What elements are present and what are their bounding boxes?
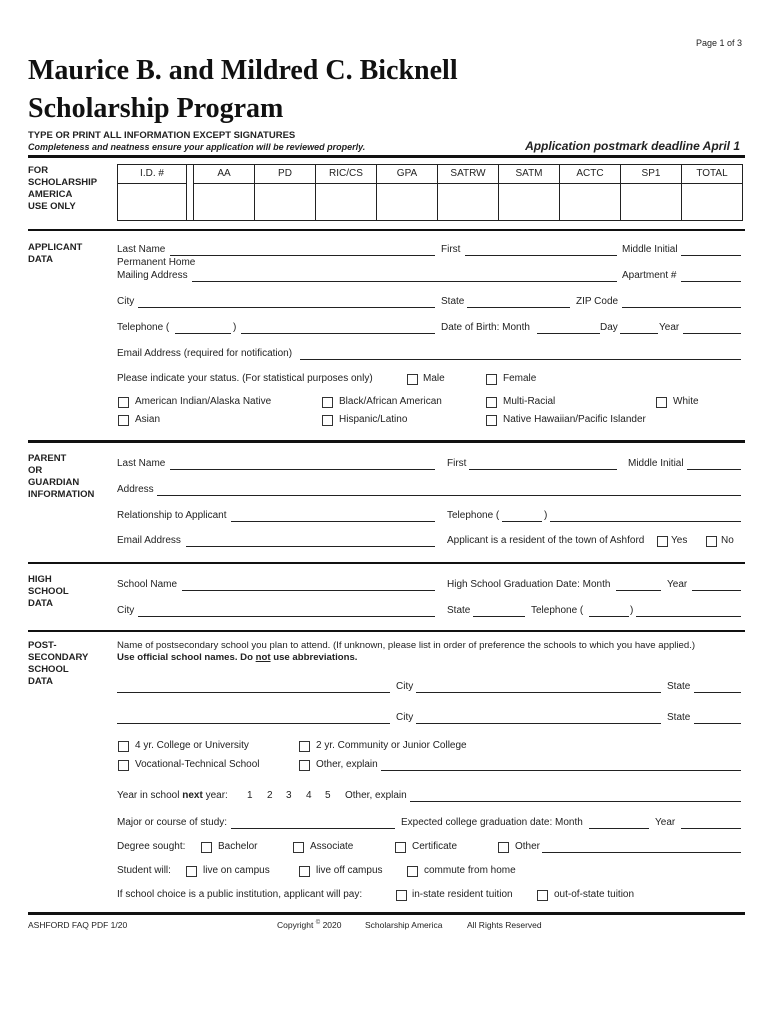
school-name-field[interactable] <box>182 590 435 591</box>
hispanic-checkbox[interactable] <box>322 415 333 426</box>
divider <box>28 229 745 231</box>
note-text: use abbreviations. <box>270 652 358 663</box>
two-year-label: 2 yr. Community or Junior College <box>316 740 467 751</box>
office-col-id <box>118 165 186 220</box>
parent-last-name-label: Last Name <box>117 458 166 469</box>
male-checkbox[interactable] <box>407 374 418 385</box>
office-cell[interactable] <box>194 184 254 220</box>
commute-label: commute from home <box>424 865 516 876</box>
section-label-line: SCHOOL <box>28 664 69 675</box>
postsecondary-section-label <box>28 640 88 688</box>
parent-email-label: Email Address <box>117 535 181 546</box>
school-2-state-label: State <box>667 712 691 723</box>
telephone-area-code-field[interactable] <box>175 333 231 334</box>
office-cell[interactable] <box>621 184 681 220</box>
postsecondary-prompt: Name of postsecondary school you plan to attend. (If unknown, please list in order of preference the schools to which you have applied.) <box>117 640 696 651</box>
live-off-campus-checkbox[interactable] <box>299 866 310 877</box>
office-use-label <box>28 165 97 213</box>
title-line-2: Scholarship Program <box>28 93 284 124</box>
asian-label: Asian <box>135 414 161 425</box>
office-cell[interactable] <box>118 184 186 220</box>
school-1-city-field[interactable] <box>416 692 661 693</box>
female-checkbox[interactable] <box>486 374 497 385</box>
hispanic-label: Hispanic/Latino <box>339 414 408 425</box>
middle-initial-field[interactable] <box>681 255 741 256</box>
highschool-section-label <box>28 574 69 610</box>
telephone-field[interactable] <box>241 333 435 334</box>
relationship-field[interactable] <box>231 521 435 522</box>
white-label: White <box>673 396 699 407</box>
dob-day-label: Day <box>600 322 618 333</box>
office-cell[interactable] <box>316 184 376 220</box>
copyright-word: Copyright <box>277 920 314 930</box>
school-2-city-label: City <box>396 712 414 723</box>
expected-grad-month-label: Expected college graduation date: Month <box>401 817 583 828</box>
section-label-line: GUARDIAN <box>28 477 80 488</box>
public-institution-prompt: If school choice is a public institution, applicant will pay: <box>117 889 363 900</box>
school-type-other-label: Other, explain <box>316 759 378 770</box>
student-will-label: Student will: <box>117 865 171 876</box>
email-field[interactable] <box>300 359 741 360</box>
year-option-1[interactable]: 1 <box>247 790 253 801</box>
permanent-home-label: Permanent Home <box>117 257 196 268</box>
email-label: Email Address (required for notification) <box>117 348 293 359</box>
section-label-line: DATA <box>28 598 53 609</box>
mailing-address-label: Mailing Address <box>117 270 188 281</box>
office-col-total <box>681 165 742 220</box>
section-label-line: SCHOOL <box>28 586 69 597</box>
telephone-close-paren: ) <box>233 322 237 333</box>
year-other-label: Other, explain <box>345 790 407 801</box>
office-col-pd <box>254 165 315 220</box>
office-col-sp1 <box>620 165 681 220</box>
office-col-header: I.D. # <box>118 165 186 184</box>
copyright-year: 2020 <box>322 920 342 930</box>
hs-telephone-field[interactable] <box>636 616 741 617</box>
office-col-header: SATRW <box>438 165 498 184</box>
in-state-label: in-state resident tuition <box>412 889 513 900</box>
hs-telephone-area-field[interactable] <box>589 616 629 617</box>
year-other-field[interactable] <box>410 801 741 802</box>
office-cell[interactable] <box>255 184 315 220</box>
associate-label: Associate <box>310 841 354 852</box>
year-option-4[interactable]: 4 <box>306 790 312 801</box>
parent-telephone-area-field[interactable] <box>502 521 542 522</box>
copyright-symbol: © <box>315 920 321 927</box>
hs-grad-month-field[interactable] <box>616 590 661 591</box>
parent-middle-initial-label: Middle Initial <box>628 458 684 469</box>
note-text: Use official school names. Do <box>117 652 256 663</box>
divider <box>28 562 745 564</box>
office-col-header: GPA <box>377 165 437 184</box>
first-name-field[interactable] <box>465 255 617 256</box>
last-name-label: Last Name <box>117 244 166 255</box>
year-option-5[interactable]: 5 <box>325 790 331 801</box>
asian-checkbox[interactable] <box>118 415 129 426</box>
live-on-campus-checkbox[interactable] <box>186 866 197 877</box>
instructions-line-1: TYPE OR PRINT ALL INFORMATION EXCEPT SIGNATURES <box>28 130 296 141</box>
office-col-header: SP1 <box>621 165 681 184</box>
parent-telephone-label: Telephone ( <box>447 510 500 521</box>
office-col-gpa <box>376 165 437 220</box>
page-title <box>28 52 458 128</box>
vocational-label: Vocational-Technical School <box>135 759 260 770</box>
year-label-text: year: <box>202 790 228 801</box>
footer-form-code: ASHFORD FAQ PDF 1/20 <box>28 920 128 930</box>
hs-telephone-close-paren: ) <box>630 605 634 616</box>
bachelor-label: Bachelor <box>218 841 258 852</box>
office-cell[interactable] <box>560 184 620 220</box>
office-use-grid <box>117 164 743 221</box>
resident-question: Applicant is a resident of the town of Ashford <box>447 535 645 546</box>
parent-section-label <box>28 453 94 501</box>
footer-copyright <box>277 920 341 930</box>
section-label-line: PARENT <box>28 453 67 464</box>
degree-other-field[interactable] <box>542 852 741 853</box>
hs-grad-month-label: High School Graduation Date: Month <box>447 579 611 590</box>
hawaiian-checkbox[interactable] <box>486 415 497 426</box>
school-type-other-field[interactable] <box>381 770 741 771</box>
office-col-satrw <box>437 165 498 220</box>
expected-grad-year-label: Year <box>655 817 676 828</box>
year-option-2[interactable]: 2 <box>267 790 273 801</box>
section-label-line: POST- <box>28 640 57 651</box>
female-label: Female <box>503 373 537 384</box>
office-col-aa <box>193 165 254 220</box>
american-indian-label: American Indian/Alaska Native <box>135 396 272 407</box>
office-cell[interactable] <box>438 184 498 220</box>
office-col-satm <box>498 165 559 220</box>
in-state-checkbox[interactable] <box>396 890 407 901</box>
black-checkbox[interactable] <box>322 397 333 408</box>
footer-organization: Scholarship America <box>365 920 443 930</box>
resident-yes-label: Yes <box>671 535 688 546</box>
school-1-state-label: State <box>667 681 691 692</box>
live-off-campus-label: live off campus <box>316 865 383 876</box>
page-number: Page 1 of 3 <box>695 38 742 48</box>
bachelor-checkbox[interactable] <box>201 842 212 853</box>
section-label-line: APPLICANT <box>28 242 83 253</box>
school-2-state-field[interactable] <box>694 723 741 724</box>
school-name-label: School Name <box>117 579 178 590</box>
dob-year-field[interactable] <box>683 333 741 334</box>
apartment-field[interactable] <box>681 281 741 282</box>
hs-city-label: City <box>117 605 135 616</box>
school-1-city-label: City <box>396 681 414 692</box>
expected-grad-year-field[interactable] <box>681 828 741 829</box>
american-indian-checkbox[interactable] <box>118 397 129 408</box>
major-field[interactable] <box>231 828 395 829</box>
applicant-section-label <box>28 242 82 266</box>
office-label-line: SCHOLARSHIP <box>28 177 98 188</box>
degree-sought-label: Degree sought: <box>117 841 186 852</box>
parent-first-field[interactable] <box>469 469 617 470</box>
instructions-line-2: Completeness and neatness ensure your application will be reviewed properly. <box>28 142 366 152</box>
associate-checkbox[interactable] <box>293 842 304 853</box>
postsecondary-official-names-note <box>117 652 357 663</box>
postmark-deadline: Application postmark deadline April 1 <box>525 139 740 153</box>
school-1-state-field[interactable] <box>694 692 741 693</box>
year-in-school-label <box>117 790 228 801</box>
state-label: State <box>441 296 465 307</box>
live-on-campus-label: live on campus <box>203 865 270 876</box>
office-label-line: USE ONLY <box>28 201 76 212</box>
vocational-checkbox[interactable] <box>118 760 129 771</box>
hawaiian-label: Native Hawaiian/Pacific Islander <box>503 414 646 425</box>
year-option-3[interactable]: 3 <box>286 790 292 801</box>
office-cell[interactable] <box>499 184 559 220</box>
school-2-city-field[interactable] <box>416 723 661 724</box>
degree-other-label: Other <box>515 841 541 852</box>
telephone-label: Telephone ( <box>117 322 170 333</box>
middle-initial-label: Middle Initial <box>622 244 678 255</box>
hs-state-field[interactable] <box>473 616 525 617</box>
resident-no-label: No <box>721 535 734 546</box>
divider <box>28 630 745 632</box>
school-choice-2-field[interactable] <box>117 723 390 724</box>
office-col-header: ACTC <box>560 165 620 184</box>
status-prompt: Please indicate your status. (For statistical purposes only) <box>117 373 373 384</box>
office-col-header: RIC/CS <box>316 165 376 184</box>
zip-label: ZIP Code <box>576 296 619 307</box>
parent-address-field[interactable] <box>157 495 741 496</box>
section-label-line: SECONDARY <box>28 652 89 663</box>
city-field[interactable] <box>138 307 435 308</box>
four-year-checkbox[interactable] <box>118 741 129 752</box>
degree-other-checkbox[interactable] <box>498 842 509 853</box>
office-col-riccs <box>315 165 376 220</box>
office-col-header: AA <box>194 165 254 184</box>
year-label-next: next <box>182 790 203 801</box>
office-col-header: SATM <box>499 165 559 184</box>
parent-last-name-field[interactable] <box>170 469 435 470</box>
first-name-label: First <box>441 244 461 255</box>
dob-year-label: Year <box>659 322 680 333</box>
major-label: Major or course of study: <box>117 817 228 828</box>
parent-address-label: Address <box>117 484 154 495</box>
office-col-header: TOTAL <box>682 165 742 184</box>
out-of-state-label: out-of-state tuition <box>554 889 635 900</box>
year-label-text: Year in school <box>117 790 183 801</box>
office-col-actc <box>559 165 620 220</box>
last-name-field[interactable] <box>170 255 435 256</box>
commute-checkbox[interactable] <box>407 866 418 877</box>
city-label: City <box>117 296 135 307</box>
office-label-line: AMERICA <box>28 189 73 200</box>
office-gap <box>186 165 193 220</box>
parent-telephone-close-paren: ) <box>544 510 548 521</box>
state-field[interactable] <box>467 307 570 308</box>
dob-month-label: Date of Birth: Month <box>441 322 530 333</box>
hs-state-label: State <box>447 605 471 616</box>
divider <box>28 155 745 158</box>
footer-rights: All Rights Reserved <box>467 920 542 930</box>
male-label: Male <box>423 373 445 384</box>
school-choice-1-field[interactable] <box>117 692 390 693</box>
relationship-label: Relationship to Applicant <box>117 510 227 521</box>
divider <box>28 440 745 443</box>
note-not: not <box>255 652 271 663</box>
parent-email-field[interactable] <box>186 546 435 547</box>
hs-telephone-label: Telephone ( <box>531 605 584 616</box>
hs-grad-year-field[interactable] <box>692 590 741 591</box>
zip-field[interactable] <box>622 307 741 308</box>
parent-telephone-field[interactable] <box>550 521 741 522</box>
resident-yes-checkbox[interactable] <box>657 536 668 547</box>
dob-day-field[interactable] <box>620 333 658 334</box>
parent-first-label: First <box>447 458 467 469</box>
office-label-line: FOR <box>28 165 49 176</box>
white-checkbox[interactable] <box>656 397 667 408</box>
apartment-label: Apartment # <box>622 270 677 281</box>
certificate-checkbox[interactable] <box>395 842 406 853</box>
hs-city-field[interactable] <box>138 616 435 617</box>
dob-month-field[interactable] <box>537 333 600 334</box>
section-label-line: DATA <box>28 254 53 265</box>
expected-grad-month-field[interactable] <box>589 828 649 829</box>
multi-racial-checkbox[interactable] <box>486 397 497 408</box>
two-year-checkbox[interactable] <box>299 741 310 752</box>
black-label: Black/African American <box>339 396 442 407</box>
office-col-header: PD <box>255 165 315 184</box>
office-cell[interactable] <box>682 184 742 220</box>
out-of-state-checkbox[interactable] <box>537 890 548 901</box>
certificate-label: Certificate <box>412 841 458 852</box>
section-label-line: INFORMATION <box>28 489 95 500</box>
resident-no-checkbox[interactable] <box>706 536 717 547</box>
school-type-other-checkbox[interactable] <box>299 760 310 771</box>
hs-grad-year-label: Year <box>667 579 688 590</box>
four-year-label: 4 yr. College or University <box>135 740 249 751</box>
parent-middle-initial-field[interactable] <box>687 469 741 470</box>
mailing-address-field[interactable] <box>192 281 617 282</box>
office-cell[interactable] <box>377 184 437 220</box>
divider <box>28 912 745 915</box>
multi-racial-label: Multi-Racial <box>503 396 556 407</box>
title-line-1: Maurice B. and Mildred C. Bicknell <box>28 55 458 86</box>
section-label-line: HIGH <box>28 574 52 585</box>
section-label-line: OR <box>28 465 43 476</box>
section-label-line: DATA <box>28 676 53 687</box>
